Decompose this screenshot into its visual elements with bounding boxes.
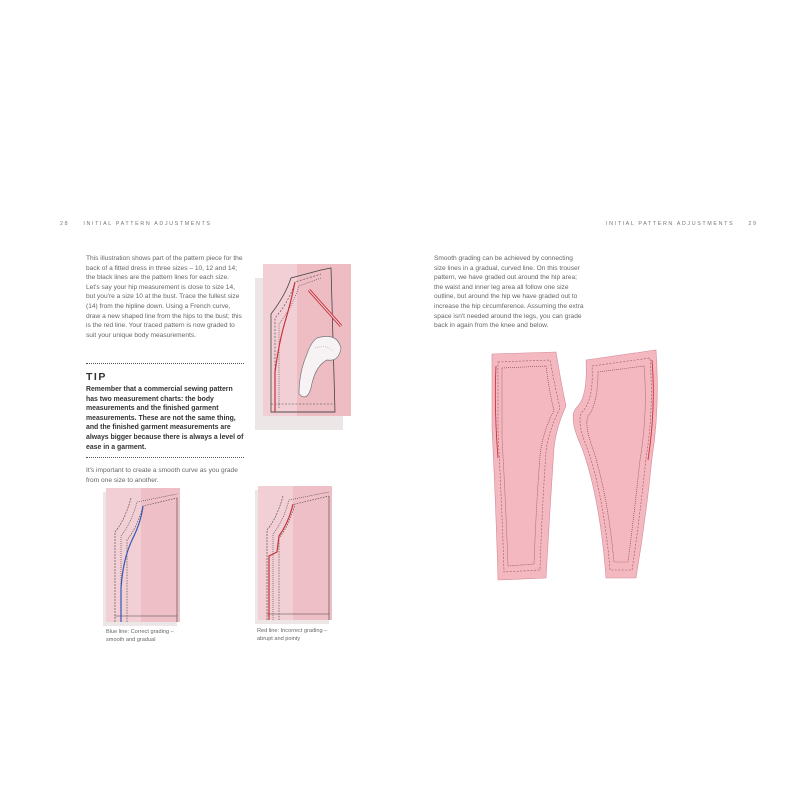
right-page-header	[606, 221, 758, 227]
left-page-number: 28	[60, 221, 70, 227]
tip-divider-bottom	[86, 457, 244, 458]
left-page-header	[60, 221, 212, 227]
correct-grading-illustration	[103, 488, 183, 628]
trouser-paragraph: Smooth grading can be achieved by connecting size lines in a gradual, curved line. On this trouser pattern, we have graded out around the hip area; the waist and inner leg area all follow one size outline, but around the hip we have graded out to increase the hip circumference. Assuming the extra space isn't needed around the legs, you can grade back in again from the knee and below.	[434, 255, 584, 330]
trouser-back-piece	[573, 350, 657, 578]
right-running-head: INITIAL PATTERN ADJUSTMENTS	[606, 221, 735, 227]
tip-divider-top	[86, 363, 244, 364]
dress-pattern-illustration	[255, 262, 355, 437]
smooth-curve-paragraph: It's important to create a smooth curve as you grade from one size to another.	[86, 467, 238, 484]
tip-text: Remember that a commercial sewing pattern has two measurement charts: the body measurements and the finished garment measurements. These are not the same thing, and the finished garment measurements are always bigger because there is always a level of ease in a garment.	[86, 386, 244, 451]
tip-heading: TIP	[86, 371, 107, 383]
caption-blue-line: Blue line: Correct grading – smooth and gradual	[106, 629, 174, 643]
incorrect-grading-illustration	[255, 486, 335, 626]
left-running-head: INITIAL PATTERN ADJUSTMENTS	[83, 221, 212, 227]
caption-red-line: Red line: Incorrect grading – abrupt and pointy	[257, 628, 328, 642]
right-page-number: 29	[748, 221, 758, 227]
trouser-pattern-illustration	[476, 348, 676, 583]
intro-paragraph: This illustration shows part of the pattern piece for the back of a fitted dress in three sizes – 10, 12 and 14; the black lines are the pattern lines for each size. Let's say your hip measurement is close to size 14, but you're a size 10 at the bust. Trace the fullest size (14) from the hipline down. Using a French curve, draw a new shaped line from the hips to the bust; this is the red line. Your traced pattern is now graded to suit your unique body measurements.	[86, 255, 243, 339]
